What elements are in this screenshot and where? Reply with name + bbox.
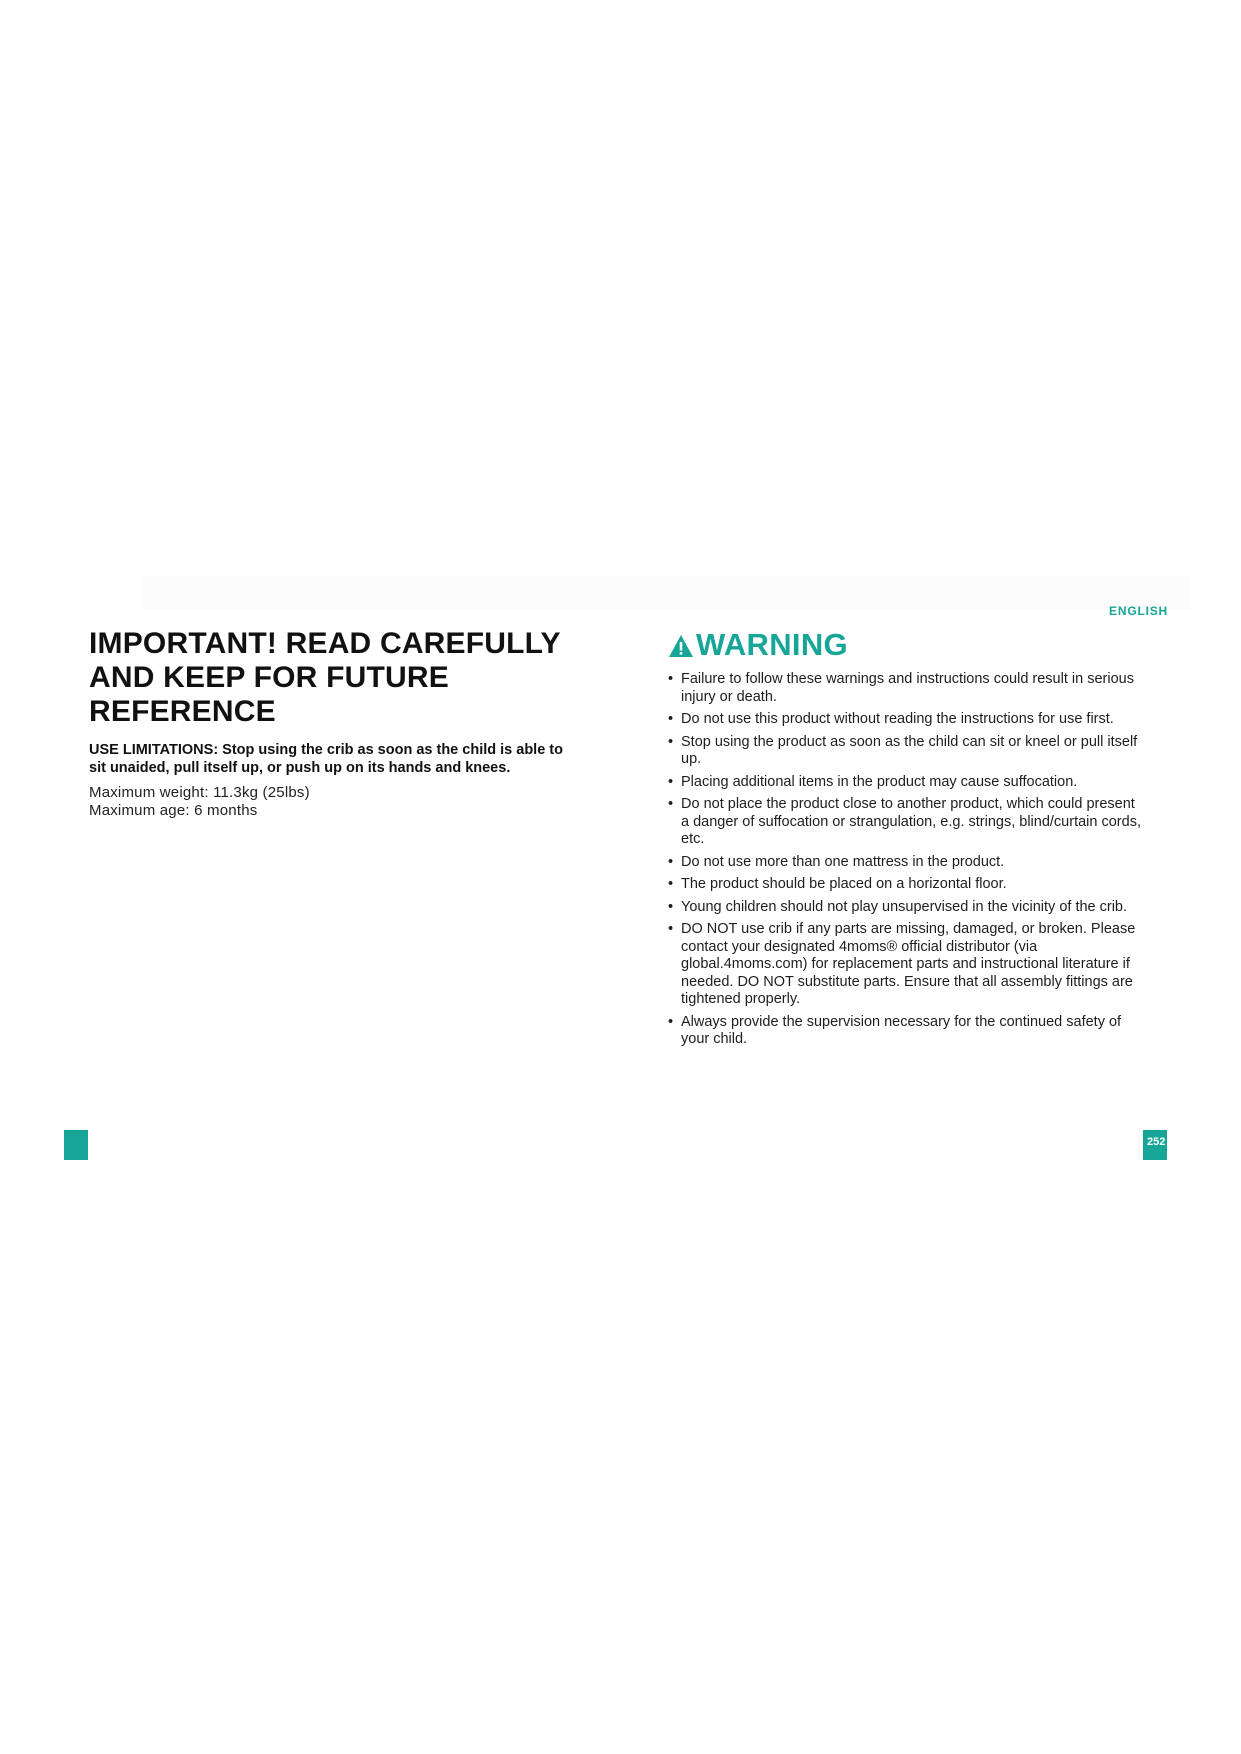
bullet: • [668,876,674,892]
use-limitations-text: USE LIMITATIONS: Stop using the crib as soon as the child is able to sit unaided, pull itself up, or push up on its hands and knees. [89,742,563,776]
warning-item [668,854,1141,872]
warning-item-text: DO NOT use crib if any parts are missing, damaged, or broken. Please contact your designated 4moms® official distributor (via global.4moms.com) for replacement parts and instructional literature if needed. DO NOT substitute parts. Ensure that all assembly fittings are tightened properly. [681,921,1136,1007]
warning-item-text: Placing additional items in the product may cause suffocation. [681,773,1078,790]
bullet: • [668,711,674,727]
bullet: • [668,733,674,750]
warning-item [668,876,1141,894]
warning-item-text: Stop using the product as soon as the child can sit or kneel or pull itself up. [681,733,1138,767]
warning-item-text: Young children should not play unsupervised in the vicinity of the crib. [681,898,1128,915]
warning-item [668,671,1141,706]
warning-item-text: Do not use more than one mattress in the product. [681,853,1005,870]
warning-heading [668,627,1143,663]
page-number-tab [1143,1130,1167,1160]
warning-item-text: Do not place the product close to another product, which could present a danger of suffocation or strangulation, e.g. strings, blind/curtain cords, etc. [681,796,1141,847]
warning-item [668,711,1141,729]
bullet: • [668,671,674,687]
bullet: • [668,853,674,870]
warning-item-text: Do not use this product without reading the instructions for use first. [681,711,1114,727]
warning-column [668,627,1143,1054]
left-page-tab [64,1130,88,1160]
warning-item [668,734,1141,769]
bullet: • [668,898,674,915]
warning-item-text: Always provide the supervision necessary for the continued safety of your child. [681,1013,1122,1047]
bullet: • [668,796,674,812]
product-specs [89,784,589,820]
page-number: 252 [1147,1136,1166,1148]
warning-item [668,774,1141,792]
bullet: • [668,921,674,937]
title-line: IMPORTANT! READ CAREFULLY [89,627,561,660]
max-weight-text: Maximum weight: 11.3kg (25lbs) [89,784,310,801]
title-line: AND KEEP FOR FUTURE [89,661,449,694]
title-line: REFERENCE [89,695,276,728]
warning-item [668,1014,1141,1049]
warning-item-text: Failure to follow these warnings and instructions could result in serious injury or death. [681,671,1134,705]
warning-triangle-icon [668,633,694,659]
bullet: • [668,1013,674,1030]
warning-list [668,671,1143,1049]
language-label: ENGLISH [1109,604,1168,618]
max-age-text: Maximum age: 6 months [89,802,258,819]
left-column [89,627,589,820]
header-strip [142,576,1190,610]
bullet: • [668,773,674,790]
warning-item [668,796,1141,849]
important-title [89,627,589,729]
warning-item-text: The product should be placed on a horizontal floor. [681,876,1007,892]
warning-item [668,921,1141,1009]
warning-item [668,899,1141,917]
warning-title: WARNING [696,627,848,662]
